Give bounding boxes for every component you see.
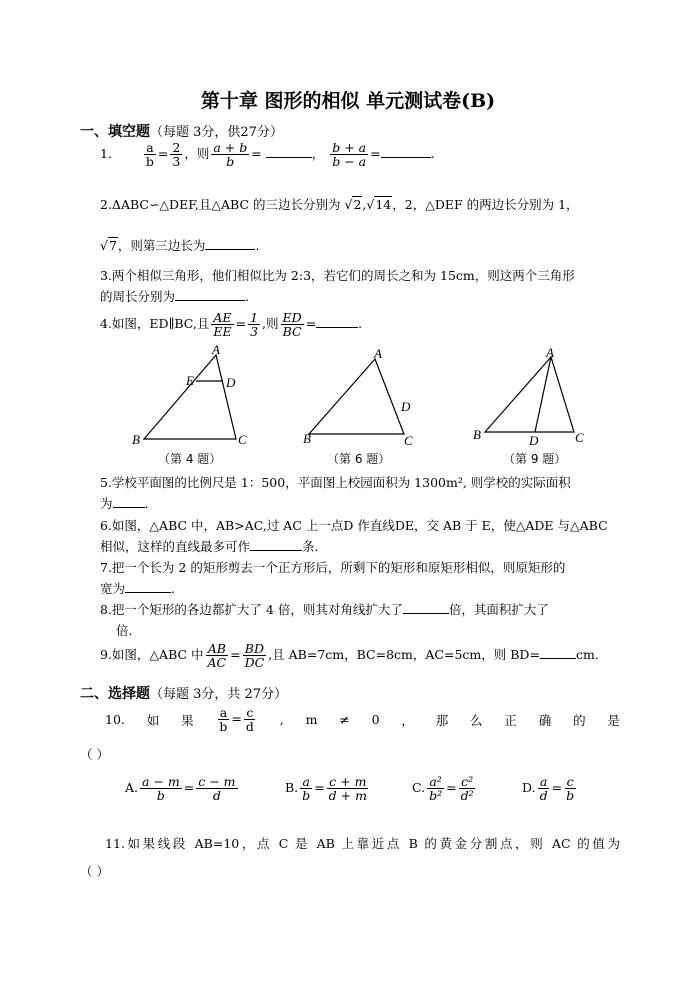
- q10-comma-2: ，: [401, 712, 414, 728]
- q10-cf1-den: b: [219, 719, 228, 735]
- q4-mid: ,则: [262, 316, 279, 332]
- q9-text: 9.如图，△ABC 中: [100, 647, 204, 663]
- q4-f1-num: AE: [213, 310, 232, 325]
- question-10: [105, 706, 620, 733]
- q10-b-frac-1: [300, 775, 312, 802]
- section-1-note: （每题 3分，供27分）: [150, 125, 283, 140]
- fig4-label-d: D: [226, 375, 236, 390]
- fig4-label-a: A: [212, 345, 220, 357]
- q5-text: 为: [100, 496, 113, 511]
- q10-b-n1: a: [302, 774, 310, 789]
- question-4: [100, 311, 362, 338]
- q3-text: 的周长分别为: [100, 289, 176, 304]
- fig6-label-c: C: [404, 433, 413, 448]
- q4-blank[interactable]: [316, 315, 358, 328]
- fig6-label-d: D: [401, 399, 411, 414]
- q10-c-n2: c²: [461, 774, 474, 789]
- section-2-note: （每题 3分，共 27分）: [150, 687, 288, 702]
- q10-answer-paren: （ ）: [80, 747, 109, 762]
- q1-blank-2[interactable]: [381, 145, 431, 158]
- q5-end: .: [144, 496, 149, 511]
- q7-blank[interactable]: [125, 580, 171, 593]
- page-title: 第十章 图形的相似 单元测试卷(B): [200, 90, 496, 112]
- q10-d-eq: =: [551, 780, 563, 796]
- q11-answer-paren: （ ）: [80, 864, 109, 879]
- q6-text: 相似，这样的直线最多可作: [100, 539, 251, 554]
- q10-word-3: 那: [435, 712, 449, 728]
- figure-6: [297, 345, 427, 470]
- q10-d-n2: c: [566, 774, 574, 789]
- q1-f4-den: b − a: [332, 154, 367, 170]
- q1-comma: ，: [311, 146, 325, 162]
- q4-f2-num: 1: [250, 310, 259, 325]
- q10-c-eq: =: [446, 780, 457, 796]
- q7-text: 宽为: [100, 581, 126, 596]
- q10-word-5: 正: [504, 712, 517, 728]
- q2-text-3: ，则第三边长为: [117, 238, 206, 253]
- q2-comma: ,: [362, 197, 367, 212]
- q4-f3-num: ED: [282, 310, 302, 325]
- q1-f1-den: b: [145, 154, 154, 170]
- q9-end: cm.: [575, 647, 599, 663]
- q10-cond-fraction-1: [217, 706, 229, 733]
- q7-end: .: [171, 581, 175, 596]
- q10-number: 10.: [105, 712, 125, 728]
- question-5: 5.学校平面图的比例尺是 1：500，平面图上校园面积为 1300m², 则学校的实际面积: [100, 475, 571, 490]
- q4-eq: =: [235, 316, 247, 332]
- fig9-triangle: [485, 357, 574, 432]
- fig6-label-b: B: [303, 431, 311, 446]
- figure-9: [465, 345, 595, 470]
- question-6: 6.如图，△ABC 中，AB>AC,过 AC 上一点D 作直线DE，交 AB 于 E，使△ADE 与△ABC: [100, 518, 608, 533]
- q6-blank[interactable]: [250, 538, 302, 551]
- q10-word-8: 是: [607, 712, 620, 728]
- q1-fraction-4: [330, 141, 368, 168]
- q10-d-d2: b: [566, 788, 575, 804]
- q8-text-2: 倍，其面积扩大了: [448, 602, 549, 617]
- q2-text-2: ，2，△DEF 的两边长分别为 1，: [392, 197, 579, 212]
- q1-f4-num: b + a: [332, 140, 367, 155]
- fig6-triangle: [309, 359, 404, 434]
- q8-blank-1[interactable]: [403, 601, 449, 614]
- q10-option-c-label: C.: [412, 780, 426, 796]
- q10-a-n2: c − m: [198, 774, 236, 789]
- fig9-label-a: A: [546, 345, 554, 360]
- q1-then: ，则: [184, 146, 210, 162]
- q10-m: m: [305, 712, 318, 728]
- question-8: [100, 600, 549, 618]
- section-1-header: [80, 121, 283, 141]
- q2-sqrt-14: √14: [366, 197, 392, 212]
- q4-f3-den: BC: [282, 324, 302, 340]
- q10-c-n1: a²: [429, 774, 442, 789]
- fig9-label-c: C: [575, 430, 584, 445]
- q2-blank[interactable]: [205, 237, 255, 250]
- q10-option-b[interactable]: [285, 775, 371, 802]
- q9-f1-num: AB: [207, 641, 226, 656]
- fig9-label-d: D: [529, 433, 539, 448]
- q4-fraction-2: [248, 311, 260, 338]
- q10-b-frac-2: [327, 775, 369, 802]
- q10-a-d2: d: [212, 788, 221, 804]
- q10-b-d2: d + m: [328, 788, 367, 804]
- q10-cond-fraction-2: [244, 706, 256, 733]
- q10-a-eq: =: [183, 780, 195, 796]
- q1-f2-num: 2: [172, 140, 181, 155]
- q5-blank[interactable]: [113, 495, 145, 508]
- question-7-line-2: [100, 579, 175, 597]
- q2-sqrt-14-value: 14: [375, 197, 392, 212]
- fig4-label-c: C: [238, 432, 247, 447]
- q4-text: 4.如图，ED∥BC,且: [100, 316, 210, 332]
- q1-blank-1[interactable]: [266, 145, 312, 158]
- fig9-segment-ad: [535, 357, 551, 432]
- q10-b-d1: b: [302, 788, 311, 804]
- question-8-line-2: 倍.: [116, 623, 133, 638]
- question-11: 11.如果线段 AB=10，点 C 是 AB 上靠近点 B 的黄金分割点，则 AC 的值为: [105, 836, 620, 851]
- fig4-label-b: B: [132, 432, 140, 447]
- question-3: 3.两个相似三角形，他们相似比为 2:3，若它们的周长之和为 15cm，则这两个三角形: [100, 268, 575, 283]
- figure-4: [120, 345, 260, 470]
- q9-text-2: ,且 AB=7cm，BC=8cm，AC=5cm，则 BD=: [268, 647, 540, 663]
- q2-end: .: [255, 238, 260, 253]
- q9-blank[interactable]: [540, 646, 576, 659]
- q10-cf1-num: a: [219, 705, 228, 720]
- q9-f1-den: AC: [207, 655, 227, 671]
- question-3-line-2: [100, 287, 249, 305]
- q9-fraction-1: [206, 642, 229, 669]
- fig4-caption: （第 4 题）: [158, 452, 222, 466]
- q10-option-d-label: D.: [522, 780, 536, 796]
- q10-option-d[interactable]: [522, 775, 578, 802]
- q10-d-frac-1: [538, 775, 550, 802]
- q2-sqrt-7-value: 7: [108, 238, 117, 253]
- q1-eq: =: [157, 146, 169, 162]
- q10-d-n1: a: [539, 774, 548, 789]
- q10-a-d1: b: [156, 788, 165, 804]
- q10-c-frac-2: [459, 775, 476, 802]
- fig9-caption: （第 9 题）: [503, 452, 567, 466]
- q2-sqrt-7: √7: [100, 238, 117, 253]
- q1-f1-num: a: [146, 140, 154, 155]
- q4-fraction-3: [281, 311, 304, 338]
- question-1: [100, 141, 435, 168]
- question-2: [100, 195, 579, 213]
- q10-word-4: 么: [470, 712, 483, 728]
- q9-fraction-2: [243, 642, 267, 669]
- section-2-header: [80, 683, 287, 703]
- q9-f2-num: BD: [244, 641, 265, 656]
- fig4-triangle: [144, 355, 236, 439]
- q4-f2-den: 3: [250, 324, 259, 340]
- section-2-title: 二、选择题: [80, 686, 150, 702]
- fig9-label-b: B: [473, 427, 481, 442]
- q10-c-d2: d²: [460, 788, 474, 804]
- q10-condition: [215, 706, 258, 733]
- q10-option-a-label: A.: [125, 780, 139, 796]
- q10-word-1: 如: [146, 712, 160, 728]
- q10-d-frac-2: [564, 775, 576, 802]
- q10-option-c[interactable]: [412, 775, 478, 802]
- q1-eq3: =: [370, 146, 381, 162]
- fig6-label-a: A: [374, 346, 382, 361]
- q2-sqrt-2: √2: [344, 197, 362, 212]
- q10-a-frac-1: [140, 775, 182, 802]
- q4-f1-den: EE: [213, 324, 232, 340]
- q4-fraction-1: [211, 311, 233, 338]
- q2-sqrt-2-value: 2: [353, 197, 362, 212]
- q1-number: 1.: [100, 146, 112, 162]
- q10-word-7: 的: [573, 712, 586, 728]
- question-9: [100, 642, 599, 669]
- q10-ne: ≠: [339, 712, 350, 728]
- q2-text-1: 2.ΔABC∽△DEF,且△ABC 的三边长分别为: [100, 197, 341, 212]
- q10-option-a[interactable]: [125, 775, 240, 802]
- question-7: 7.把一个长为 2 的矩形剪去一个正方形后，所剩下的矩形和原矩形相似，则原矩形的: [100, 560, 566, 575]
- q1-eq2: =: [251, 146, 262, 162]
- q9-eq: =: [230, 647, 241, 663]
- q1-end: .: [430, 146, 435, 162]
- question-5-line-2: [100, 494, 149, 512]
- q10-cf2-num: c: [246, 705, 254, 720]
- q10-a-n1: a − m: [142, 774, 180, 789]
- q8-text-1: 8.把一个矩形的各边都扩大了 4 倍，则其对角线扩大了: [100, 602, 403, 617]
- q10-cond-eq: =: [231, 711, 242, 727]
- q6-end: 条.: [302, 539, 319, 554]
- q10-b-eq: =: [314, 780, 325, 796]
- q1-fraction-a-b: [144, 141, 156, 168]
- q1-fraction-2-3: [170, 141, 182, 168]
- q10-a-frac-2: [196, 775, 237, 802]
- q10-option-b-label: B.: [285, 780, 299, 796]
- q9-f2-den: DC: [244, 655, 265, 671]
- q10-d-d1: d: [539, 788, 548, 804]
- fig4-label-e: E: [186, 373, 194, 388]
- section-1-title: 一、填空题: [80, 124, 150, 140]
- q10-b-n2: c + m: [329, 774, 367, 789]
- q3-end: .: [245, 289, 249, 304]
- q10-comma-1: ,: [279, 712, 284, 728]
- q1-f3-num: a + b: [213, 140, 248, 155]
- q10-c-frac-1: [427, 775, 444, 802]
- q10-cf2-den: d: [245, 719, 254, 735]
- q1-f2-den: 3: [172, 154, 181, 170]
- q1-fraction-3: [211, 141, 249, 168]
- question-6-line-2: [100, 537, 319, 555]
- q10-word-2: 果: [181, 712, 194, 728]
- q1-f3-den: b: [226, 154, 235, 170]
- question-2-line-2: [100, 236, 259, 254]
- q4-end: .: [358, 316, 363, 332]
- q3-blank[interactable]: [175, 288, 245, 301]
- q10-c-d1: b²: [429, 788, 443, 804]
- fig6-caption: （第 6 题）: [327, 452, 391, 466]
- q4-eq2: =: [305, 316, 317, 332]
- q10-word-6: 确: [538, 712, 552, 728]
- q10-zero: 0: [371, 712, 380, 728]
